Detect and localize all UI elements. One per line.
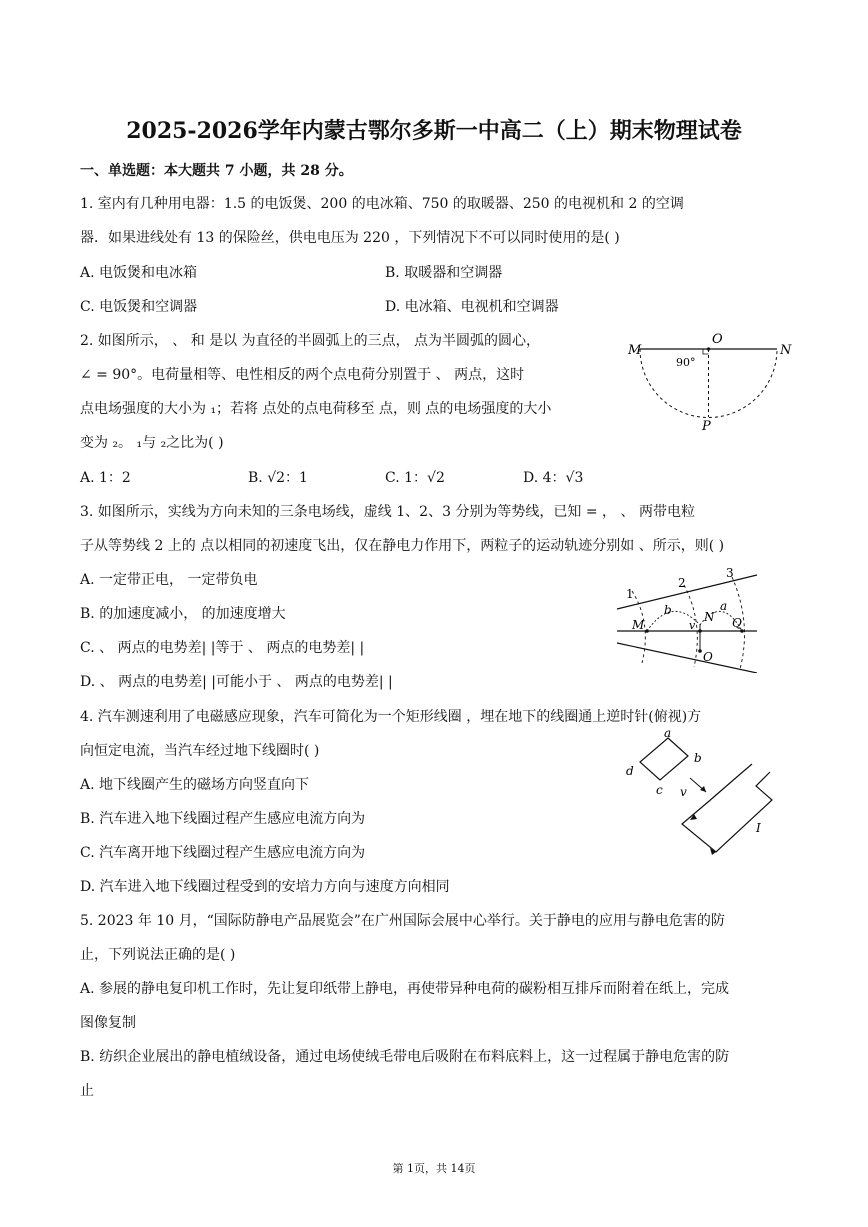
q2-option-b: B. √2：1 [248,470,308,486]
q2-label-n: N [780,343,792,358]
q3-label-m: M [632,618,645,632]
q2-option-a: A. 1：2 [80,470,131,486]
q5-option-b-line1: B. 纺织企业展出的静电植绒设备，通过电场使绒毛带电后吸附在布料底料上，这一过程属于静电危害的防 [80,1049,730,1065]
page-footer: 第 1页，共 14页 [392,1162,476,1175]
q4-stem-line1: 4. 汽车测速利用了电磁感应现象，汽车可简化为一个矩形线圈 ，埋在地下的线圈通上逆时针(俯视)方 [80,709,702,725]
q2-stem-line3: 点电场强度的大小为 ₁；若将 点处的点电荷移至 点，则 点的电场强度的大小 [80,401,552,417]
q5-option-a-line2: 图像复制 [80,1015,136,1031]
q5-option-a-line1: A. 参展的静电复印机工作时，先让复印纸带上静电，再使带异种电荷的碳粉相互排斥而附着在纸上，完成 [80,981,730,997]
q4-label-b: b [694,751,702,765]
q3-stem-line1: 3. 如图所示，实线为方向未知的三条电场线，虚线 1、2、3 分别为等势线，已知 = ， 、 两带电粒 [80,504,695,520]
q5-stem-line1: 5. 2023 年 10 月，“国际防静电产品展览会”在广州国际会展中心举行。关于静电的应用与静电危害的防 [80,913,725,929]
q3-label-n: N [704,610,715,624]
q3-label-q: Q [732,616,742,630]
q2-option-d: D. 4：√3 [523,470,584,486]
q3-option-c: C. 、 两点的电势差| |等于 、 两点的电势差| | [80,640,365,656]
q2-semicircle-figure [620,325,800,435]
q2-label-p: P [702,419,711,434]
q3-label-a: a [720,599,728,613]
q2-stem-line4: 变为 ₂。 ₁与 ₂之比为( ) [80,435,224,451]
q3-stem-line2: 子从等势线 2 上的 点以相同的初速度飞出，仅在静电力作用下，两粒子的运动轨迹分别如 、所示，则( ) [80,538,725,554]
page-title: 2025-2026学年内蒙古鄂尔多斯一中高二（上）期末物理试卷 [126,118,742,144]
q4-label-i: I [756,821,761,835]
q3-label-1: 1 [626,587,634,601]
q3-option-a: A. 一定带正电， 一定带负电 [80,572,258,588]
section-heading: 一、单选题：本大题共 7 小题，共 28 分。 [80,163,353,179]
q1-option-c: C. 电饭煲和空调器 [80,299,198,315]
q3-field-lines-figure [612,563,762,673]
q4-option-b: B. 汽车进入地下线圈过程产生感应电流方向为 [80,811,366,827]
q1-option-a: A. 电饭煲和电冰箱 [80,265,198,281]
q1-stem-line2: 器．如果进线处有 13 的保险丝，供电电压为 220 ，下列情况下不可以同时使用的是( ) [80,230,620,246]
q4-option-c: C. 汽车离开地下线圈过程产生感应电流方向为 [80,845,366,861]
q1-option-d: D. 电冰箱、电视机和空调器 [385,299,559,315]
q4-label-c: c [656,783,663,797]
q3-label-2: 2 [678,576,686,590]
q4-option-a: A. 地下线圈产生的磁场方向竖直向下 [80,777,310,793]
q4-label-a: a [664,728,672,740]
q4-stem-line2: 向恒定电流，当汽车经过地下线圈时( ) [80,743,320,759]
q3-option-d: D. 、 两点的电势差| |可能小于 、 两点的电势差| | [80,674,393,690]
q3-label-v: v [689,619,696,632]
q4-option-d: D. 汽车进入地下线圈过程受到的安培力方向与速度方向相同 [80,879,450,895]
q3-label-b: b [664,603,672,617]
q4-label-d: d [626,764,634,778]
q2-stem-line2: ∠ = 90°。电荷量相等、电性相反的两个点电荷分别置于 、 两点，这时 [80,367,525,383]
q4-label-v: v [680,785,687,799]
q5-option-b-line2: 止 [80,1083,94,1099]
q2-label-angle: 90° [676,356,696,369]
q2-option-c: C. 1：√2 [385,470,445,486]
q3-label-o: O [703,650,713,664]
q5-stem-line2: 止，下列说法正确的是( ) [80,947,236,963]
q2-stem-line1: 2. 如图所示， 、 和 是以 为直径的半圆弧上的三点， 点为半圆弧的圆心， [80,333,541,349]
q4-coil-figure [620,728,780,858]
q2-label-o: O [712,332,723,347]
q1-option-b: B. 取暖器和空调器 [385,265,503,281]
q3-option-b: B. 的加速度减小， 的加速度增大 [80,606,286,622]
q2-label-m: M [628,343,642,358]
q1-stem-line1: 1. 室内有几种用电器：1.5 的电饭煲、200 的电冰箱、750 的取暖器、250 的电视机和 2 的空调 [80,196,684,212]
q3-label-3: 3 [726,566,734,580]
